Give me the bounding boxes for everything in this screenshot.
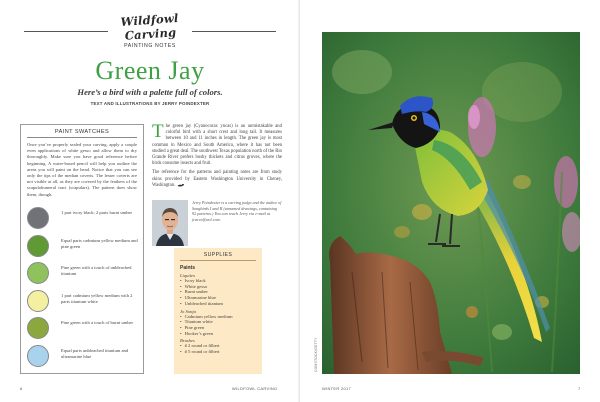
swatch-color-dot (27, 317, 49, 339)
paragraph-2-text: The reference for the patterns and painting notes are from study skins provided by Eastern Washington University in Cheney, Washington. (152, 170, 282, 188)
page-number-left: 6 (20, 386, 23, 391)
footer-magazine: WILDFOWL CARVING (232, 386, 278, 391)
liquitex-list (174, 278, 262, 307)
swatch-recipe: Equal parts cadmium yellow medium and pine green (61, 237, 138, 249)
supplies-heading: SUPPLIES (180, 248, 256, 261)
brand-logo (104, 13, 196, 49)
article-body (152, 121, 282, 192)
supply-item: • Ivory black (180, 278, 262, 284)
supply-item: • Cadmium yellow medium (180, 314, 262, 320)
supply-item: • Pine green (180, 325, 262, 331)
swatch-item (27, 290, 139, 314)
article-title: Green Jay (95, 56, 205, 85)
swatch-recipe: 1 part cadmium yellow medium with 2 parts titanium white (61, 292, 133, 304)
swatch-color-dot (27, 235, 49, 257)
paint-swatches-box (20, 124, 144, 374)
supply-item: • # 5 round or filbert (180, 349, 262, 355)
supplies-paints-title: Paints (180, 265, 196, 271)
paint-swatches-intro: Once you’ve properly sealed your carving, apply a couple even applications of white gesso and allow them to dry thoroughly. Make sure you have good reference before beginning. A water-based pencil will help you outline the areas you will paint on the head. Notice that you can see only the tips of the median coverts. The lesser coverts are not visible at all, as they are covered by the feathers of the scapulohumeral tract (scapulars). The pattern does show them, though. (27, 142, 137, 197)
swatch-color-dot (27, 207, 49, 229)
supply-item: • Burnt umber (180, 289, 262, 295)
swatch-recipe: Equal parts unbleached titanium and ultramarine blue (61, 347, 129, 359)
right-page (300, 0, 600, 402)
swatch-color-dot (27, 345, 49, 367)
swatch-item (27, 345, 139, 369)
footer-season: WINTER 2017 (322, 386, 352, 391)
header-rule-left (24, 31, 108, 32)
drop-cap: T (152, 121, 164, 142)
swatch-item (27, 317, 139, 341)
swatch-item (27, 235, 139, 259)
swatch-recipe: Pine green with a touch of unbleached titanium (61, 265, 132, 276)
supply-item: • Titanium white (180, 319, 262, 325)
paragraph-2 (152, 170, 282, 189)
header-rule-right (192, 31, 276, 32)
paint-swatches-heading: PAINT SWATCHES (27, 125, 137, 138)
green-jay-photo (322, 32, 580, 374)
photo-credit: COMSTOCK/GETTY (314, 337, 318, 372)
swatch-item (27, 207, 139, 231)
duck-end-mark-icon (177, 183, 185, 187)
article-subtitle: Here’s a bird with a palette full of colors. (77, 87, 223, 97)
jo-sonja-list (174, 314, 262, 337)
swatch-color-dot (27, 262, 49, 284)
supply-item: • White gesso (180, 284, 262, 290)
author-portrait-icon (152, 200, 188, 246)
author-photo (152, 200, 188, 246)
paragraph-1-text: he green jay (Cyanocorax yncas) is an unmistakable and colorful bird with a short crest and long tail. It measures between 10 and 11 inches in length. The green jay is most common in Mexico and South America, where it has not been studied a great deal. The southwest Texas population north of the Rio Grande River prefers bushy thickets and citrus groves, where the birds consume insects and fruit. (152, 124, 282, 167)
supplies-jo-sonja-label: Jo Sonja (180, 308, 196, 314)
brand-subtitle: PAINTING NOTES (124, 43, 176, 49)
supply-item: • # 2 round or filbert (180, 343, 262, 349)
supplies-box (174, 248, 262, 374)
supply-item: • Ultramarine blue (180, 295, 262, 301)
page-number-right: 7 (578, 386, 581, 391)
supplies-liquitex-label: Liquitex (180, 273, 196, 278)
paragraph-1 (152, 121, 282, 167)
green-jay-photo-icon (322, 32, 580, 374)
author-bio: Jerry Poindexter is a carving judge and the author of Songbirds I and II (unnamed drawings, containing 92 patterns.) You can reach Jerry via e-mail at jcarve@aol.com. (192, 200, 282, 222)
swatch-recipe: Pine green with a touch of burnt umber (61, 320, 134, 325)
swatch-recipe: 1 part ivory black; 2 parts burnt umber (61, 210, 133, 215)
brushes-list (174, 343, 262, 354)
brand-title: Wildfowl Carving (120, 11, 179, 43)
swatch-item (27, 262, 139, 286)
article-byline: TEXT AND ILLUSTRATIONS BY JERRY POINDEXTER (90, 101, 210, 106)
supplies-brushes-label: Brushes (180, 338, 195, 344)
supply-item: • Hooker’s green (180, 331, 262, 337)
swatch-color-dot (27, 290, 49, 312)
supply-item: • Unbleached titanium (180, 301, 262, 307)
